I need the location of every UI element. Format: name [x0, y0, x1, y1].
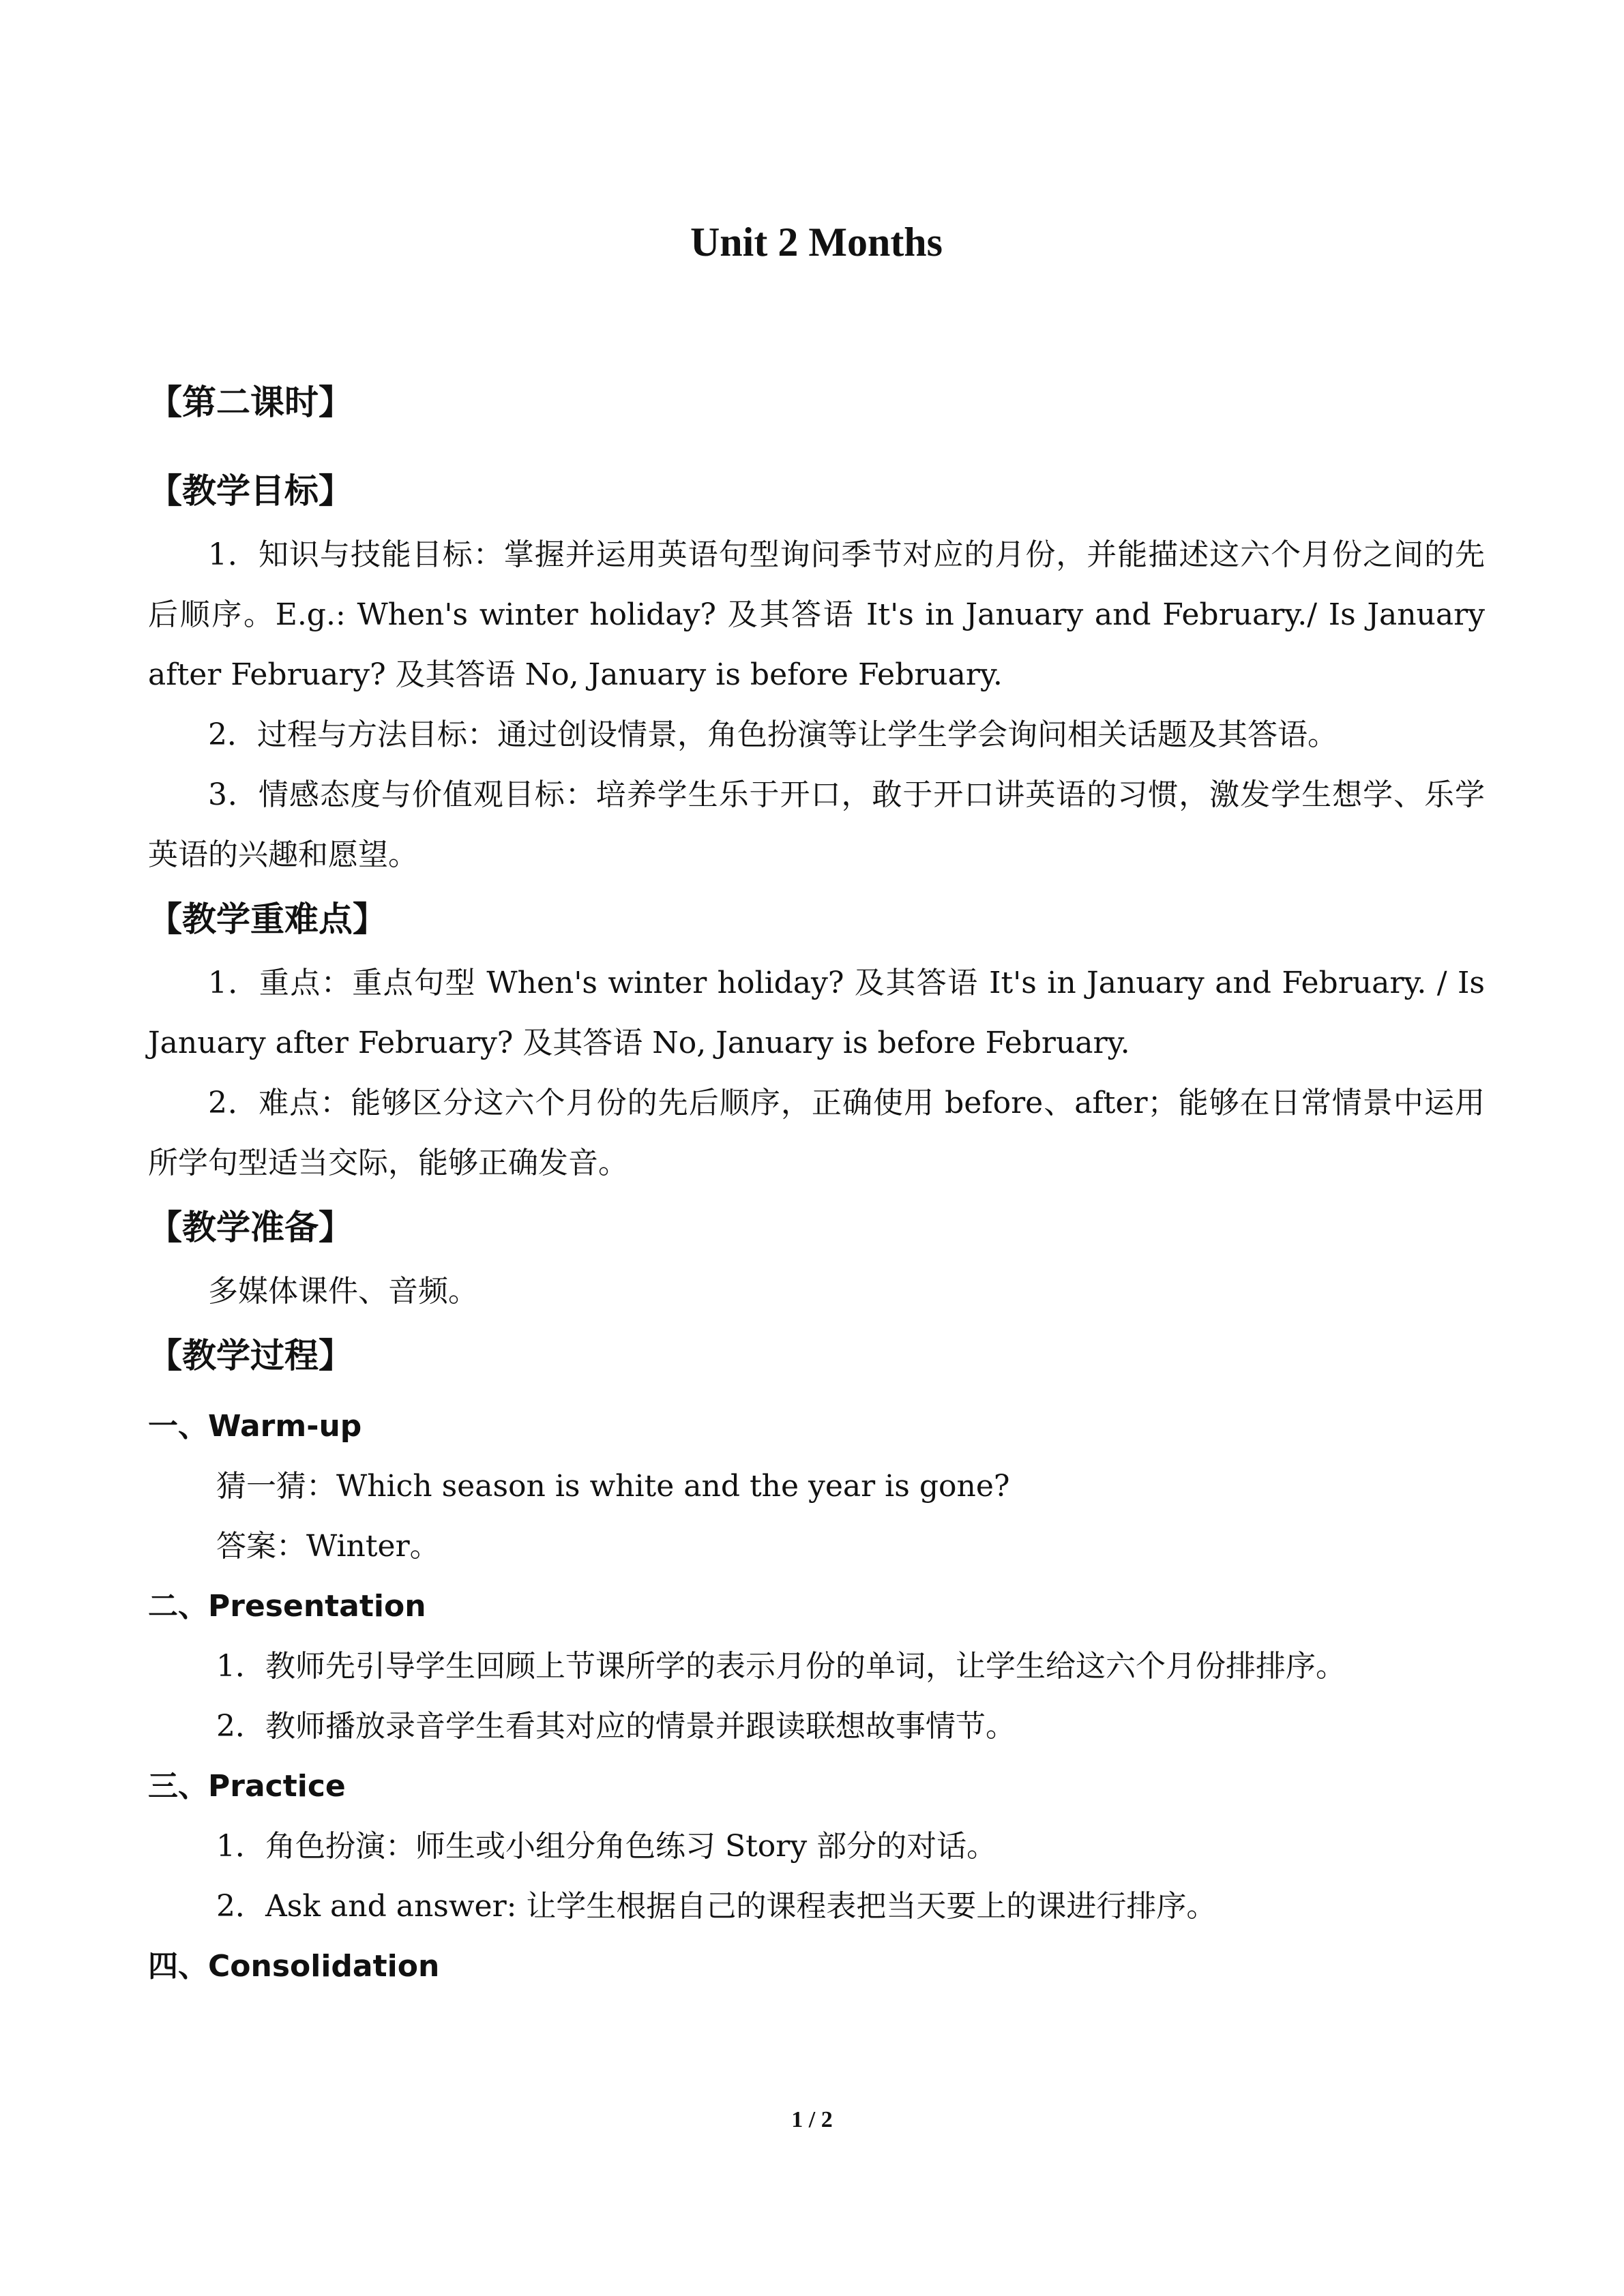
step-label: 四、Consolidation [148, 1949, 440, 1984]
process-heading: 【教学过程】 [148, 1336, 353, 1375]
step-label: 三、Practice [148, 1769, 346, 1804]
preparation-heading: 【教学准备】 [148, 1208, 353, 1247]
page-number: 1 / 2 [791, 2107, 833, 2132]
key-point-item: 2．难点：能够区分这六个月份的先后顺序，正确使用 before、after；能够在日常情景中运用所学句型适当交际，能够正确发音。 [148, 1086, 1485, 1180]
step-line: 2．教师播放录音学生看其对应的情景并跟读联想故事情节。 [216, 1709, 1016, 1744]
step-line: 答案：Winter。 [216, 1529, 440, 1564]
key-point-item: 1．重点：重点句型 When's winter holiday? 及其答语 It's in January and February. / Is January after February? 及其答语 No, January is before February. [148, 966, 1485, 1060]
objective-item: 3．情感态度与价值观目标：培养学生乐于开口，敢于开口讲英语的习惯，激发学生想学、乐学英语的兴趣和愿望。 [148, 777, 1485, 872]
document-page [148, 205, 1485, 1997]
objective-item: 1．知识与技能目标：掌握并运用英语句型询问季节对应的月份，并能描述这六个月份之间的先后顺序。E.g.: When's winter holiday? 及其答语 It's in January and February./ Is January after February? 及其答语 No, January is before February. [148, 537, 1485, 692]
step-label: 一、Warm-up [148, 1409, 362, 1444]
step-line: 1．角色扮演：师生或小组分角色练习 Story 部分的对话。 [216, 1829, 997, 1864]
step-line: 猜一猜：Which season is white and the year is gone? [216, 1469, 1010, 1504]
lesson-heading: 【第二课时】 [148, 383, 353, 422]
step-line: 2．Ask and answer: 让学生根据自己的课程表把当天要上的课进行排序。 [216, 1889, 1217, 1924]
objectives-heading: 【教学目标】 [148, 471, 353, 511]
spacer [148, 280, 1485, 375]
key-points-heading: 【教学重难点】 [148, 899, 387, 939]
objective-item: 2．过程与方法目标：通过创设情景，角色扮演等让学生学会询问相关话题及其答语。 [208, 717, 1338, 752]
step-line: 1．教师先引导学生回顾上节课所学的表示月份的单词，让学生给这六个月份排排序。 [216, 1649, 1346, 1684]
step-label: 二、Presentation [148, 1589, 426, 1624]
page-title: Unit 2 Months [690, 220, 943, 265]
preparation-text: 多媒体课件、音频。 [208, 1274, 478, 1309]
